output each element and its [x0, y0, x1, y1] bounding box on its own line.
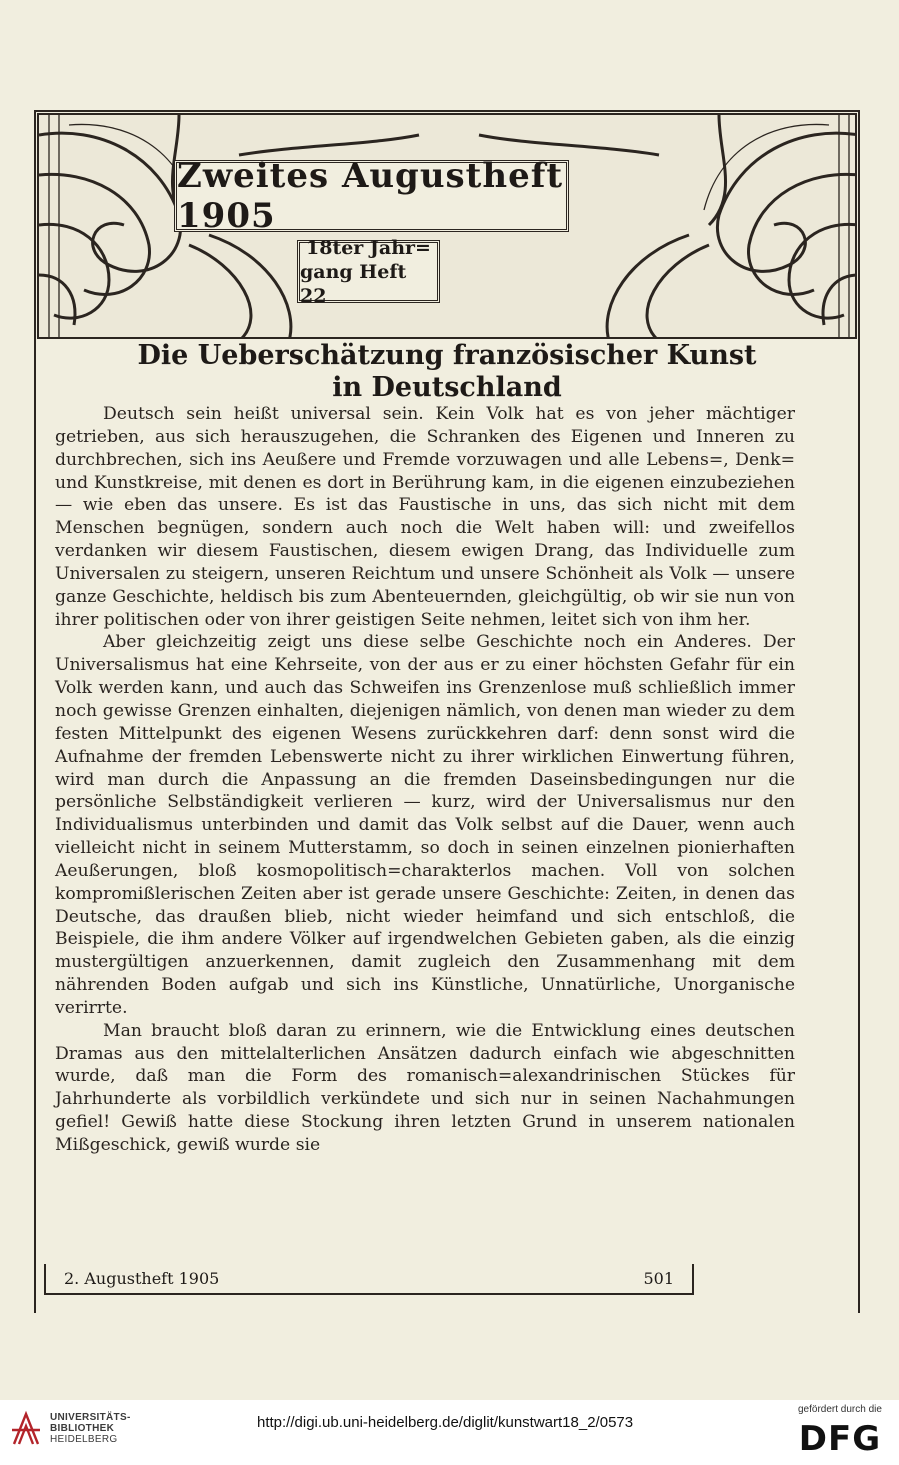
page-footer	[44, 1264, 694, 1295]
library-logo[interactable]	[10, 1408, 131, 1448]
paragraph: Man braucht bloß daran zu erinnern, wie die Entwicklung eines deutschen Dramas aus den mittelalterlichen Ansätzen dadurch einfach wie abgeschnitten wurde, daß man die Form des romanisch=alexandrinischen Stückes für Jahrhunderte als vorbildlich verkündete und sich nur in seinen Nachahmungen gefiel! Gewiß hatte diese Stockung ihren letzten Grund in unserem nationalen Mißgeschick, gewiß wurde sie	[55, 1020, 795, 1155]
ornamental-header	[37, 113, 857, 339]
article-title-line-1: Die Ueberschätzung französischer Kunst	[137, 340, 757, 371]
permalink-url[interactable]: http://digi.ub.uni-heidelberg.de/diglit/kunstwart18_2/0573	[257, 1414, 634, 1431]
issue-line-2: gang Heft 22	[300, 260, 407, 307]
footer-issue: 2. Augustheft 1905	[64, 1269, 220, 1288]
article-title	[37, 340, 857, 404]
funding-text: gefördert durch die	[798, 1404, 882, 1415]
issue-number-box	[297, 236, 440, 307]
library-seal-icon	[10, 1408, 42, 1448]
issue-line-1: 18ter Jahr=	[306, 236, 431, 259]
issue-title-box	[174, 156, 569, 236]
paragraph: Aber gleichzeitig zeigt uns diese selbe Geschichte noch ein Anderes. Der Universalismus hat eine Kehrseite, von der aus er zu einer höchsten Gefahr für ein Volk werden kann, und auch das Schweifen ins Grenzenlose muß schließlich immer noch gewisse Grenzen einhalten, diejenigen nämlich, von denen man wieder zu dem festen Mittelpunkt des eigenen Wesens zurückkehren darf: denn sonst wird die Aufnahme der fremden Lebenswerte nicht zu ihrer wirklichen Einwertung führen, wird man durch die Anpassung an die fremden Daseinsbedingungen nur die persönliche Selbständigkeit verlieren — kurz, wird der Universalismus nur den Individualismus unterbinden und damit das Volk selbst auf die Dauer, wenn auch vielleicht nicht in seinem Mutterstamm, so doch in seinen einzelnen pionierhaften Aeußerungen, bloß kosmopolitisch=charakterlos machen. Voll von solchen kompromißlerischen Zeiten aber ist gerade unsere Geschichte: Zeiten, in denen das Deutsche, das draußen blieb, nicht wieder heimfand und sich entschloß, die Beispiele, die ihm andere Völker auf irgendwelchen Gebieten gaben, als die einzig mustergültigen anzuerkennen, damit zugleich den Zusammenhang mit dem nährenden Boden aufgab und sich ins Künstliche, Unnatürliche, Unorganische verirrte.	[55, 632, 795, 1018]
issue-title: Zweites Augustheft 1905	[177, 156, 564, 236]
paragraph: Deutsch sein heißt universal sein. Kein Volk hat es von jeher mächtiger getrieben, aus sich herauszugehen, die Schranken des Eigenen und Inneren zu durchbrechen, sich ins Aeußere und Fremde vorzuwagen und alle Lebens=, Denk= und Kunstkreise, mit denen es dort in Berührung kam, in die eigenen einzubeziehen — wie eben das unsere. Es ist das Faustische in uns, das sich nicht mit dem Menschen begnügen, sondern auch noch die Welt haben will: und zweifellos verdanken wir diesem Faustischen, diesem ewigen Drang, das Individuelle zum Universalen zu steigern, unseren Reichtum und unsere Schönheit als Volk — unsere ganze Geschichte, heldisch bis zum Abenteuernden, gleichgültig, ob wir sie nun von ihrer politischen oder von ihrer geistigen Seite nehmen, leitet sich von ihm her.	[55, 404, 795, 630]
library-name: UNIVERSITÄTS- BIBLIOTHEK HEIDELBERG	[50, 1411, 131, 1445]
page-number: 501	[643, 1269, 674, 1288]
viewer-footer	[0, 1400, 899, 1465]
dfg-logo: DFG	[798, 1419, 882, 1459]
article-body	[55, 403, 795, 1157]
article-title-line-2: in Deutschland	[332, 372, 562, 403]
funding-logo[interactable]	[798, 1404, 882, 1459]
